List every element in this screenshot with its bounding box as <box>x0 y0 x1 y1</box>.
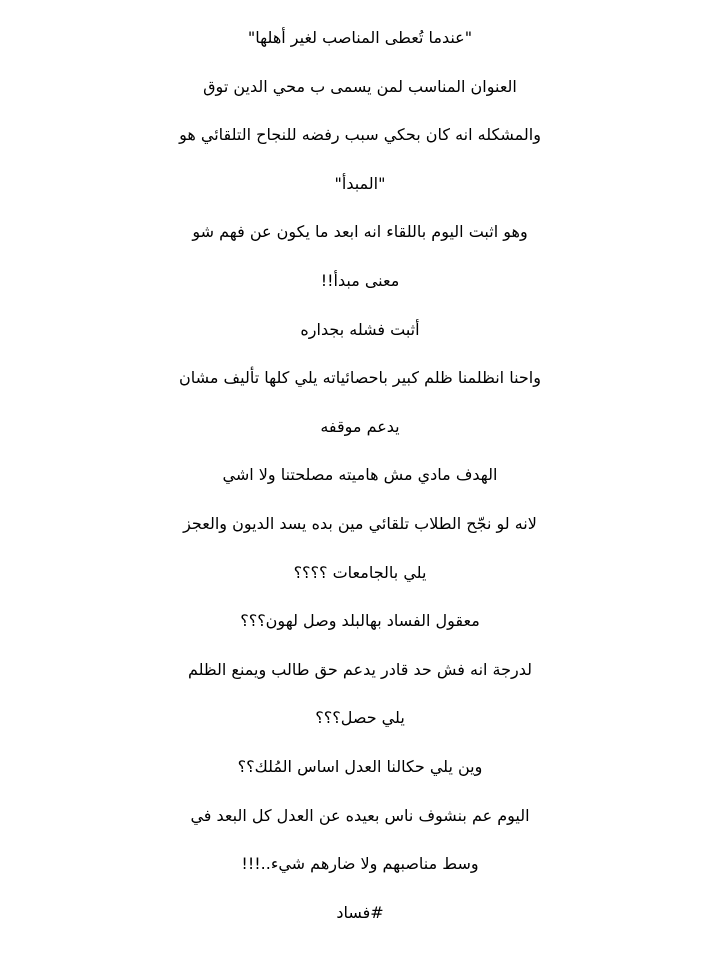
text-line: أثبت فشله بجداره <box>300 319 420 339</box>
text-line: وسط مناصبهم ولا ضارهم شيء..!!! <box>241 854 479 874</box>
text-line: والمشكله انه كان بحكي سبب رفضه للنجاح التلقائي هو <box>179 125 541 145</box>
text-line: الهدف مادي مش هاميته مصلحتنا ولا اشي <box>222 465 498 485</box>
text-line: وهو اثبت اليوم باللقاء انه ابعد ما يكون عن فهم شو <box>192 222 528 242</box>
text-line: العنوان المناسب لمن يسمى ب محي الدين توق <box>203 76 517 96</box>
text-line: يلي حصل؟؟؟ <box>315 708 405 728</box>
text-line: معقول الفساد بهالبلد وصل لهون؟؟؟ <box>240 611 480 631</box>
text-line: يدعم موقفه <box>320 416 400 436</box>
text-line: لدرجة انه فش حد قادر يدعم حق طالب ويمنع الظلم <box>187 659 533 679</box>
text-line: "المبدأ" <box>334 173 386 193</box>
text-line: يلي بالجامعات ؟؟؟؟ <box>293 562 427 582</box>
text-line: اليوم عم بنشوف ناس بعيده عن العدل كل البعد في <box>190 805 530 825</box>
hashtag-link[interactable]: #فساد <box>336 902 384 922</box>
text-line: لانه لو نجّح الطلاب تلقائي مين بده يسد الديون والعجز <box>183 513 537 533</box>
text-line: معنى مبدأ!! <box>320 270 400 290</box>
text-line: واحنا انظلمنا ظلم كبير باحصائياته يلي كلها تأليف مشان <box>179 368 541 388</box>
text-line: وين يلي حكالنا العدل اساس المُلك؟؟ <box>237 756 483 776</box>
post-title-line: "عندما تُعطى المناصب لغير أهلها" <box>247 28 473 47</box>
